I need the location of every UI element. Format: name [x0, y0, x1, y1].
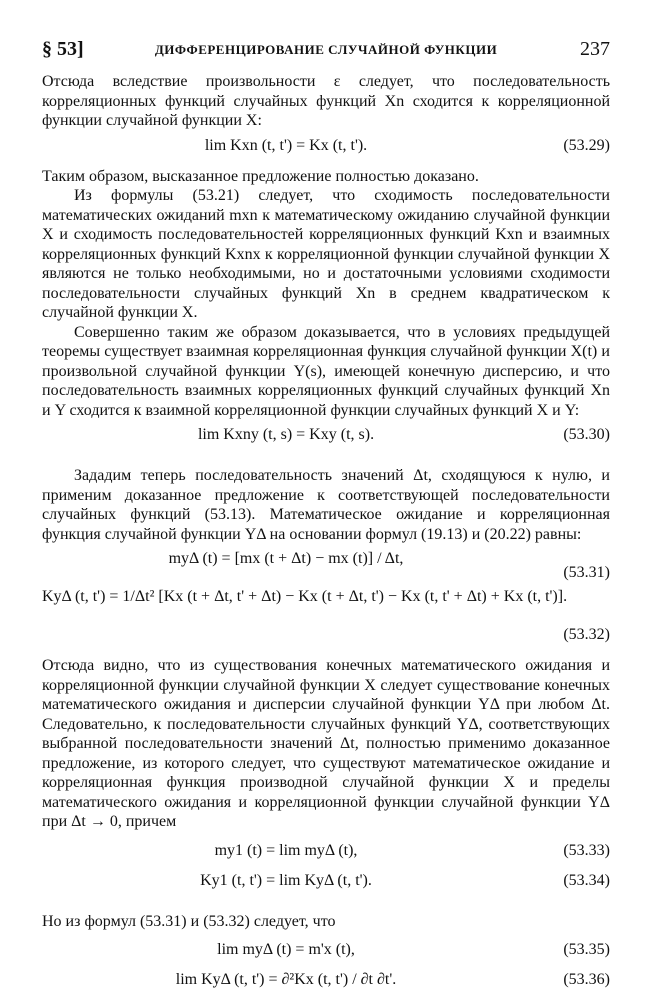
page-number: 237 [580, 38, 610, 60]
equation-number: (53.32) [563, 626, 610, 643]
book-page [42, 38, 610, 1001]
paragraph-3: Из формулы (53.21) следует, что сходимость последовательности математических ожиданий mxn к математическому ожиданию случайной функции X и сходимость последовательностей корреляционных функций Kxn и взаимных корреляционных функций Kxnx к корреляционной функции случайной функции X являются не только необходимыми, но и достаточными условиями сходимости последовательности случайных функций Xn в среднем квадратическом к случайной функции X. [42, 187, 610, 321]
equation-number: (53.33) [563, 841, 610, 859]
equation-number: (53.34) [563, 871, 610, 889]
equation-53-32 [42, 588, 610, 646]
equation-body: lim Kxny (t, s) = Kxy (t, s). [197, 426, 375, 443]
equation-53-29 [42, 137, 610, 167]
equation-53-36 [42, 971, 610, 1001]
equation-number: (53.35) [563, 941, 610, 958]
equation-body: myΔ (t) = [mx (t + Δt) − mx (t)] / Δt, [168, 550, 404, 567]
paragraph-7: Но из формул (53.31) и (53.32) следует, что [42, 912, 336, 930]
equation-53-33 [42, 842, 610, 872]
equation-53-31 [42, 550, 610, 588]
section-number: § 53] [42, 38, 84, 60]
paragraph-5: Зададим теперь последовательность значений Δt, сходящуюся к нулю, и применим доказанное предложение к соответствующей последовательности случайных функций (53.13). Математическое ожидание и корреляционная функция случайной функции YΔ на основании формул (19.13) и (20.22) равны: [42, 467, 610, 543]
equation-53-34 [42, 872, 610, 902]
paragraph-1: Отсюда вследствие произвольности ε следует, что последовательность корреляционных функций случайных функций Xn сходится к корреляционной функции случайной функции X: [42, 73, 610, 129]
paragraph-6: Отсюда видно, что из существования конечных математического ожидания и корреляционной функции случайной функции X следует существование конечных математического ожидания и дисперсии случайной функции YΔ при любом Δt. Следовательно, к последовательности случайных функций YΔ, соответствующих выбранной последовательности значений Δt, полностью применимо доказанное предложение, из которого следует, что существуют математическое ожидание и корреляционная функция производной случайной функции X и пределы математического ожидания и корреляционной функции случайной функции YΔ при Δt → 0, причем [42, 657, 610, 830]
chapter-title: ДИФФЕРЕНЦИРОВАНИЕ СЛУЧАЙНОЙ ФУНКЦИИ [154, 42, 498, 57]
paragraph-2: Таким образом, высказанное предложение полностью доказано. [42, 167, 479, 185]
equation-53-35 [42, 941, 610, 971]
paragraph-4: Совершенно таким же образом доказывается, что в условиях предыдущей теоремы существует взаимная корреляционная функция случайной функции X(t) и произвольной случайной функции Y(s), имеющей конечную дисперсию, и что последовательность взаимных корреляционных функций случайных функций Xn и Y сходится к взаимной корреляционной функции случайных функций X и Y: [42, 323, 610, 419]
equation-number: (53.29) [563, 136, 610, 154]
equation-number: (53.30) [563, 426, 610, 443]
equation-body: lim Kxn (t, t') = Kx (t, t'). [204, 136, 368, 154]
running-header [42, 38, 610, 62]
equation-body: lim KyΔ (t, t') = ∂²Kx (t, t') / ∂t ∂t'. [175, 971, 397, 988]
equation-body: my1 (t) = lim myΔ (t), [214, 841, 358, 859]
equation-53-30 [42, 426, 610, 456]
equation-body: lim myΔ (t) = m'x (t), [217, 941, 355, 958]
equation-number: (53.31) [563, 564, 610, 581]
equation-body: Ky1 (t, t') = lim KyΔ (t, t'). [200, 871, 372, 889]
equation-number: (53.36) [563, 971, 610, 988]
equation-body: KyΔ (t, t') = 1/Δt² [Kx (t + Δt, t' + Δt) − Kx (t + Δt, t') − Kx (t, t' + Δt) + Kx (t, t')]. [42, 588, 568, 605]
